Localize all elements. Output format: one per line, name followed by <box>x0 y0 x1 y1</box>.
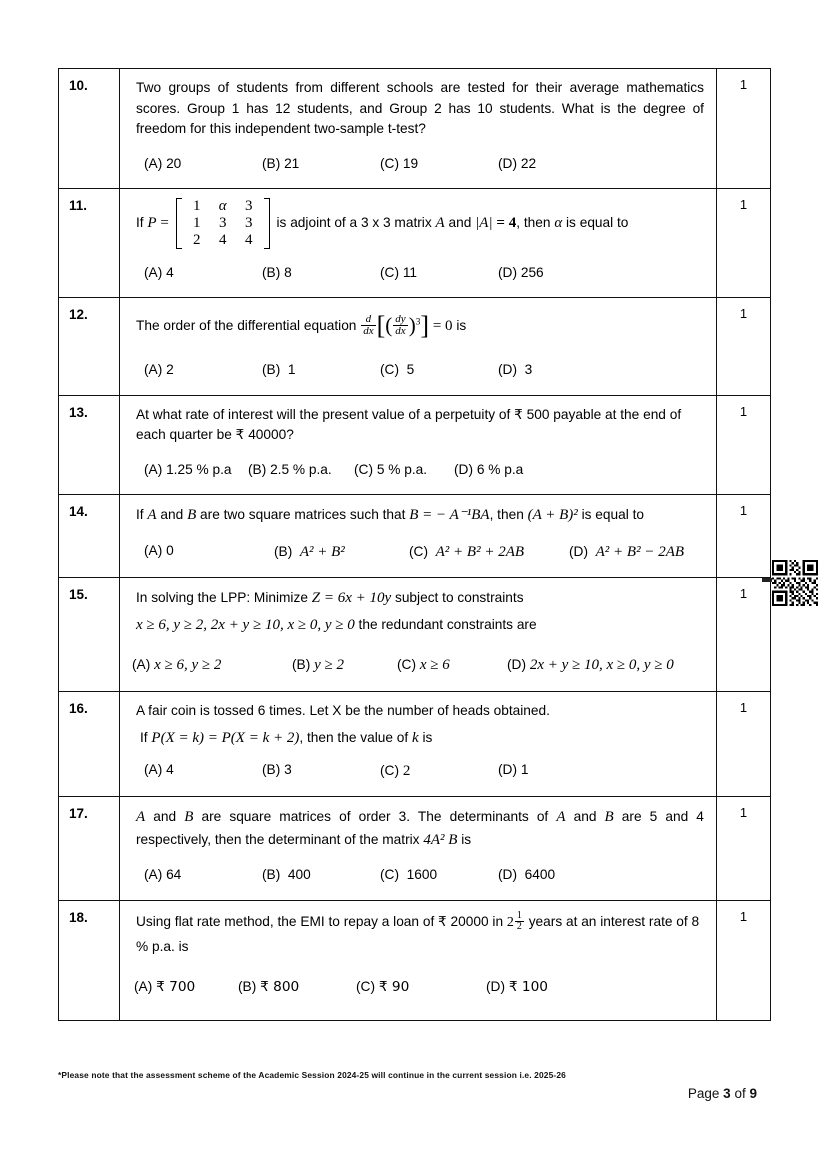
stem-then: , then <box>516 215 551 231</box>
question-body <box>120 797 717 901</box>
matrix-row <box>184 215 262 232</box>
matrix-cell: 2 <box>192 231 201 248</box>
option-label: (C) <box>409 543 429 559</box>
option-label: (B) <box>262 761 281 777</box>
stem-equation: B = − A⁻¹BA <box>409 507 490 524</box>
stem-suffix: is <box>461 831 472 847</box>
stem-probability-equation: P(X = k) = P(X = k + 2) <box>151 730 300 747</box>
option-text: 2 <box>166 362 174 378</box>
stem-prefix: The order of the differential equation <box>136 318 357 334</box>
option-label: (A) <box>144 867 163 883</box>
bracket-close-round: ) <box>408 312 416 337</box>
question-marks: 1 <box>717 797 771 901</box>
option-a[interactable] <box>134 977 238 998</box>
option-d[interactable] <box>569 541 684 564</box>
option-text: ₹ 100 <box>508 979 549 996</box>
option-b[interactable] <box>262 154 380 175</box>
matrix-row <box>184 232 262 249</box>
table-row <box>59 189 771 298</box>
option-b[interactable] <box>262 263 380 284</box>
option-text: 64 <box>166 867 182 883</box>
stem-variable-k: k <box>412 730 419 747</box>
assessment-scheme-note: *Please note that the assessment scheme of the Academic Session 2024-25 will continue in the current session i.e. 2025-26 <box>58 1070 566 1080</box>
stem-matrix-b: B <box>184 809 194 826</box>
page-of: of <box>734 1086 746 1101</box>
option-label: (A) <box>144 761 163 777</box>
option-label: (B) <box>274 543 293 559</box>
option-c[interactable] <box>380 263 498 284</box>
option-label: (A) <box>144 155 163 171</box>
question-options <box>130 654 706 677</box>
stem-matrix-b: B <box>187 507 197 524</box>
option-label: (C) <box>380 264 400 280</box>
option-d[interactable] <box>498 154 628 175</box>
option-b[interactable] <box>292 654 397 677</box>
option-text: 2x + y ≥ 10, x ≥ 0, y ≥ 0 <box>529 657 674 674</box>
matrix-p <box>176 198 270 248</box>
matrix-cell: 4 <box>218 231 227 248</box>
option-a[interactable] <box>144 263 262 284</box>
question-marks: 1 <box>717 395 771 495</box>
stem-prefix: If <box>140 730 148 746</box>
option-label: (A) <box>132 657 151 673</box>
table-row <box>59 691 771 797</box>
page-label: Page <box>687 1086 720 1101</box>
option-c[interactable] <box>354 460 454 481</box>
stem-matrix-a2: A <box>556 809 566 826</box>
option-label: (A) <box>144 362 163 378</box>
question-stem <box>130 910 706 959</box>
matrix-cell: 1 <box>192 198 201 215</box>
option-text: 1 <box>287 362 296 378</box>
option-b[interactable] <box>262 360 380 381</box>
fraction-numerator: d <box>365 312 372 325</box>
option-b[interactable] <box>274 541 409 564</box>
option-c[interactable] <box>380 360 498 381</box>
option-label: (D) <box>498 761 518 777</box>
option-d[interactable] <box>498 865 555 886</box>
option-label: (B) <box>262 264 281 280</box>
fraction-d-dx <box>361 314 375 338</box>
option-label: (C) <box>356 979 376 995</box>
option-text: 11 <box>402 264 418 280</box>
stem-objective: Z = 6x + 10y <box>311 590 392 607</box>
stem-suffix: years at an interest rate of 8 % p.a. is <box>136 913 700 955</box>
option-label: (A) <box>144 264 163 280</box>
option-label: (C) <box>380 362 400 378</box>
option-label: (D) <box>569 543 589 559</box>
page-number <box>688 1086 757 1101</box>
table-row <box>59 395 771 495</box>
option-b[interactable] <box>262 865 380 886</box>
table-row <box>59 495 771 578</box>
option-a[interactable] <box>144 760 262 781</box>
matrix-row <box>184 198 262 215</box>
option-label: (C) <box>354 461 374 477</box>
option-text: 5 % p.a. <box>376 461 428 477</box>
table-row <box>59 578 771 692</box>
option-text: 4 <box>166 264 174 280</box>
mixed-fraction <box>515 911 524 933</box>
stem-middle-2: are 5 and 4 respectively, then the determinant of the matrix <box>136 809 704 847</box>
stem-suffix: is <box>456 318 467 334</box>
question-stem <box>130 198 706 248</box>
question-options <box>130 460 706 481</box>
question-stem <box>130 806 706 851</box>
option-text: 1600 <box>406 867 438 883</box>
option-d[interactable] <box>498 760 528 781</box>
matrix-cell: 3 <box>244 198 253 215</box>
qr-code-tick <box>762 578 772 582</box>
option-c[interactable] <box>397 654 507 677</box>
option-a[interactable] <box>144 541 274 562</box>
stem-and-2: and <box>573 809 597 825</box>
option-text: 0 <box>166 542 174 558</box>
question-number: 14. <box>59 495 120 578</box>
question-stem: Two groups of students from different schools are tested for their average mathematics scores. Group 1 has 12 students, and Group 2 has 10 students. What is the degree of freedom for this independent two-sample t-test? <box>136 80 704 137</box>
fraction-numerator: dy <box>395 312 406 325</box>
question-stem-line1 <box>130 587 706 610</box>
qr-code <box>772 560 818 606</box>
option-c[interactable] <box>409 541 569 564</box>
stem-prefix: In solving the LPP: Minimize <box>136 590 308 606</box>
question-marks: 1 <box>717 495 771 578</box>
stem-suffix: is <box>422 730 433 746</box>
option-d[interactable] <box>486 977 548 998</box>
option-label: (B) <box>248 461 267 477</box>
option-text: x ≥ 6, y ≥ 2 <box>154 657 222 674</box>
question-marks: 1 <box>717 691 771 797</box>
option-label: (C) <box>380 155 400 171</box>
option-label: (D) <box>454 461 474 477</box>
question-body <box>120 900 717 1020</box>
question-options <box>130 977 706 998</box>
question-marks: 1 <box>717 298 771 396</box>
fraction-denominator: dx <box>363 325 374 338</box>
question-marks: 1 <box>717 900 771 1020</box>
question-body <box>120 578 717 692</box>
stem-matrix-name: A <box>435 215 445 232</box>
stem-middle: are two square matrices such that <box>200 507 406 523</box>
stem-suffix: is equal to <box>581 507 645 523</box>
fraction-numerator: 1 <box>516 909 522 921</box>
stem-and: and <box>153 809 177 825</box>
option-a[interactable] <box>144 460 248 481</box>
stem-expression: 4A² B <box>423 831 458 848</box>
page-total: 9 <box>749 1086 757 1101</box>
option-text: A² + B² + 2AB <box>435 543 525 560</box>
question-options <box>130 541 706 564</box>
mixed-number <box>506 909 525 933</box>
option-text: 6 % p.a <box>476 461 524 477</box>
question-stem <box>130 504 706 527</box>
bracket-open-square: [ <box>376 311 386 341</box>
stem-prefix: If <box>136 215 144 231</box>
option-text: 3 <box>524 362 533 378</box>
option-text: ₹ 90 <box>378 979 410 996</box>
option-text: ₹ 800 <box>260 979 300 996</box>
option-b[interactable] <box>238 977 356 998</box>
option-text: 22 <box>520 155 537 171</box>
stem-prefix: If <box>136 507 144 523</box>
option-label: (C) <box>380 867 400 883</box>
option-label: (A) <box>144 461 163 477</box>
stem-determinant: |A| <box>475 215 493 232</box>
option-label: (C) <box>380 762 400 778</box>
question-options <box>130 360 706 381</box>
option-c[interactable] <box>380 865 498 886</box>
question-options <box>130 865 706 886</box>
question-options <box>130 154 706 175</box>
stem-alpha: α <box>554 215 563 232</box>
option-text: 19 <box>402 155 419 171</box>
stem-and: and <box>160 507 184 523</box>
question-number: 12. <box>59 298 120 396</box>
table-row <box>59 900 771 1020</box>
option-text: 2.5 % p.a. <box>270 461 332 477</box>
fraction-dy-dx <box>393 314 407 338</box>
option-c[interactable] <box>380 154 498 175</box>
question-marks: 1 <box>717 69 771 189</box>
option-text: 8 <box>284 264 292 280</box>
stem-middle: is adjoint of a 3 x 3 matrix <box>276 215 432 231</box>
option-d[interactable] <box>507 654 674 677</box>
stem-matrix-a: A <box>147 507 157 524</box>
option-label: (D) <box>498 867 518 883</box>
option-a[interactable] <box>132 654 292 677</box>
option-label: (B) <box>262 867 281 883</box>
question-body <box>120 395 717 495</box>
option-text: y ≥ 2 <box>314 657 344 674</box>
stem-equation-rhs: = 0 <box>432 318 453 335</box>
stem-expression: (A + B)² <box>527 507 578 524</box>
bracket-close-square: ] <box>420 311 430 341</box>
option-text: 2 <box>402 762 411 779</box>
question-number: 16. <box>59 691 120 797</box>
qr-code-icon <box>772 560 818 606</box>
question-options <box>130 263 706 284</box>
option-label: (D) <box>507 657 527 673</box>
stem-variable-p: P <box>147 215 157 232</box>
matrix-cell: 4 <box>244 231 253 248</box>
option-d[interactable] <box>498 360 628 381</box>
question-body <box>120 691 717 797</box>
option-text: 4 <box>166 761 174 777</box>
option-text: 256 <box>520 264 544 280</box>
stem-suffix: subject to constraints <box>394 590 524 606</box>
matrix-cell: 3 <box>244 214 253 231</box>
stem-equals: = <box>160 215 169 232</box>
option-text: 1.25 % p.a <box>166 461 232 477</box>
question-stem <box>130 307 706 346</box>
option-a[interactable] <box>144 360 262 381</box>
option-text: A² + B² <box>299 543 345 560</box>
option-text: ₹ 700 <box>156 979 196 996</box>
question-body <box>120 189 717 298</box>
option-text: 20 <box>166 155 182 171</box>
question-stem-line1: A fair coin is tossed 6 times. Let X be the number of heads obtained. <box>136 702 550 718</box>
option-text: A² + B² − 2AB <box>595 543 685 560</box>
stem-then: , then <box>489 507 524 523</box>
question-number: 10. <box>59 69 120 189</box>
question-body <box>120 298 717 396</box>
option-c[interactable] <box>356 977 486 998</box>
stem-constraints: x ≥ 6, y ≥ 2, 2x + y ≥ 10, x ≥ 0, y ≥ 0 <box>136 616 355 633</box>
table-row <box>59 69 771 189</box>
option-label: (B) <box>262 155 281 171</box>
option-a[interactable] <box>144 154 262 175</box>
option-text: 6400 <box>524 867 556 883</box>
table-row <box>59 298 771 396</box>
question-marks: 1 <box>717 189 771 298</box>
stem-and: and <box>448 215 472 231</box>
question-number: 15. <box>59 578 120 692</box>
option-label: (B) <box>292 657 311 673</box>
option-label: (A) <box>134 979 153 995</box>
question-number: 18. <box>59 900 120 1020</box>
stem-matrix-a: A <box>136 809 146 826</box>
option-c[interactable] <box>380 760 498 783</box>
stem-middle: , then the value of <box>299 730 409 746</box>
stem-det-value: 4 <box>508 215 517 232</box>
option-label: (B) <box>262 362 281 378</box>
option-text: 3 <box>284 761 292 777</box>
matrix-cell: α <box>218 198 227 215</box>
question-number: 17. <box>59 797 120 901</box>
option-b[interactable] <box>248 460 354 481</box>
stem-suffix: is equal to <box>566 215 629 231</box>
option-text: 400 <box>287 867 311 883</box>
option-label: (B) <box>238 979 257 995</box>
stem-equals-2: = <box>496 215 505 232</box>
stem-matrix-b2: B <box>604 809 614 826</box>
question-stem-line2 <box>130 614 706 637</box>
option-label: (D) <box>498 362 518 378</box>
question-stem: At what rate of interest will the present value of a perpetuity of ₹ 500 payable at the end of each quarter be ₹ 40000? <box>136 406 682 443</box>
option-d[interactable] <box>498 263 628 284</box>
question-options <box>130 760 706 783</box>
mixed-whole: 2 <box>506 914 514 930</box>
question-number: 11. <box>59 189 120 298</box>
fraction-denominator: dx <box>395 325 406 338</box>
page-current: 3 <box>723 1086 731 1101</box>
option-text: 21 <box>284 155 300 171</box>
question-body <box>120 495 717 578</box>
matrix-cell: 3 <box>218 214 227 231</box>
option-label: (C) <box>397 657 417 673</box>
questions-table <box>58 68 771 1021</box>
question-number: 13. <box>59 395 120 495</box>
matrix-cell: 1 <box>192 214 201 231</box>
option-text: x ≥ 6 <box>419 657 450 674</box>
question-stem-line2 <box>130 727 706 750</box>
option-label: (D) <box>498 264 518 280</box>
question-body <box>120 69 717 189</box>
question-marks: 1 <box>717 578 771 692</box>
option-b[interactable] <box>262 760 380 781</box>
option-label: (D) <box>486 979 506 995</box>
option-d[interactable] <box>454 460 523 481</box>
bracket-open-round: ( <box>385 312 393 337</box>
option-a[interactable] <box>144 865 262 886</box>
option-label: (A) <box>144 542 163 558</box>
exponent: 3 <box>415 317 421 328</box>
option-text: 5 <box>406 362 415 378</box>
option-label: (D) <box>498 155 518 171</box>
option-text: 1 <box>520 761 529 777</box>
table-row <box>59 797 771 901</box>
stem-prefix: Using flat rate method, the EMI to repay a loan of ₹ 20000 in <box>136 913 504 929</box>
fraction-denominator: 2 <box>516 921 522 933</box>
stem-suffix: the redundant constraints are <box>358 616 537 632</box>
stem-middle: are square matrices of order 3. The determinants of <box>201 809 549 825</box>
